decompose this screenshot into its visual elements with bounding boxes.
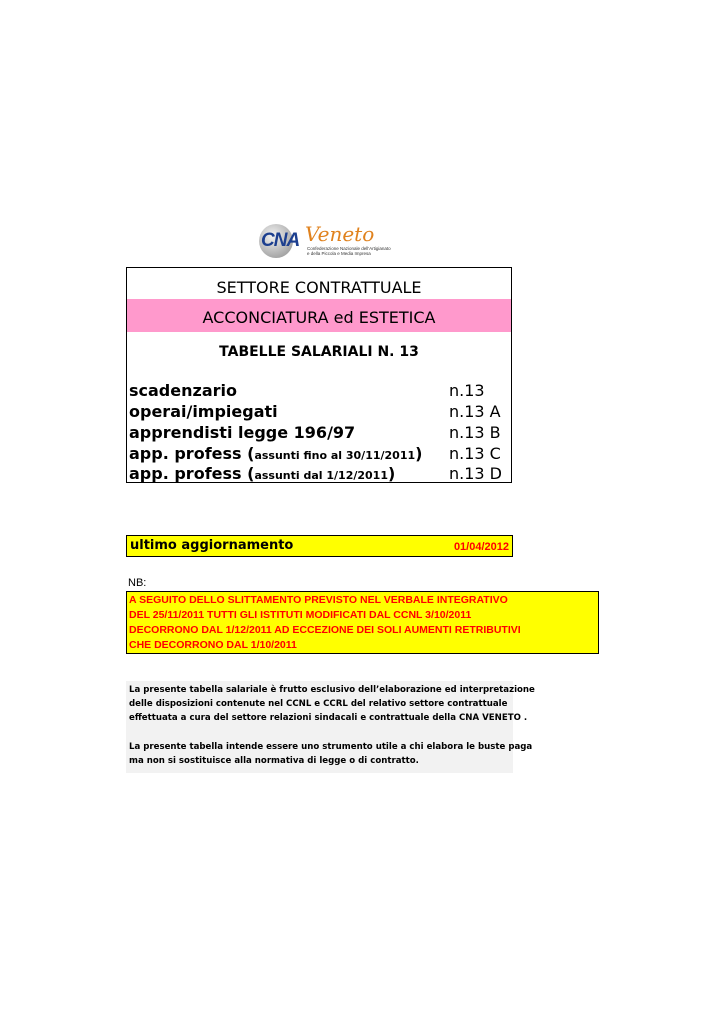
disclaimer-box bbox=[126, 681, 535, 773]
sector-title: ACCONCIATURA ed ESTETICA bbox=[202, 308, 436, 327]
index-code: n.13 B bbox=[449, 423, 501, 442]
index-code: n.13 C bbox=[449, 444, 501, 463]
tables-subtitle: TABELLE SALARIALI N. 13 bbox=[219, 344, 419, 360]
index-code: n.13 bbox=[449, 381, 485, 400]
logo-subtitle: Confederazione Nazionale dell'Artigianato e della Piccola e Media Impresa bbox=[307, 246, 391, 256]
index-row-app-profess-c bbox=[129, 444, 509, 466]
last-update-box bbox=[126, 535, 513, 557]
index-code: n.13 D bbox=[449, 464, 502, 483]
nb-line: DEL 25/11/2011 TUTTI GLI ISTITUTI MODIFICATI DAL CCNL 3/10/2011 bbox=[129, 609, 472, 621]
disclaimer-line: ma non si sostituisce alla normativa di legge o di contratto. bbox=[129, 756, 419, 766]
nb-line: A SEGUITO DELLO SLITTAMENTO PREVISTO NEL VERBALE INTEGRATIVO bbox=[129, 594, 508, 606]
index-row-scadenzario bbox=[129, 381, 509, 403]
index-row-apprendisti bbox=[129, 423, 509, 445]
contract-sector-box bbox=[126, 267, 512, 483]
disclaimer-line: La presente tabella intende essere uno strumento utile a chi elabora le buste paga bbox=[129, 742, 533, 752]
index-label: app. profess (assunti fino al 30/11/2011) bbox=[129, 444, 423, 463]
section-title: SETTORE CONTRATTUALE bbox=[216, 278, 422, 297]
nb-line: DECORRONO DAL 1/12/2011 AD ECCEZIONE DEI SOLI AUMENTI RETRIBUTIVI bbox=[129, 624, 521, 636]
disclaimer-line: effettuata a cura del settore relazioni sindacali e contrattuale della CNA VENETO . bbox=[129, 713, 528, 723]
index-code: n.13 A bbox=[449, 402, 501, 421]
index-label: scadenzario bbox=[129, 381, 237, 400]
logo-brand: CNA bbox=[261, 230, 300, 251]
logo-region: Veneto bbox=[305, 222, 375, 246]
nb-label: NB: bbox=[128, 577, 147, 589]
index-note: assunti fino al 30/11/2011 bbox=[254, 449, 416, 462]
nb-notice-box bbox=[126, 591, 599, 654]
cna-veneto-logo bbox=[259, 222, 389, 260]
nb-line: CHE DECORRONO DAL 1/10/2011 bbox=[129, 639, 297, 651]
index-label: app. profess (assunti dal 1/12/2011) bbox=[129, 464, 396, 483]
index-row-app-profess-d bbox=[129, 464, 509, 486]
index-note: assunti dal 1/12/2011 bbox=[254, 469, 388, 482]
last-update-label: ultimo aggiornamento bbox=[130, 538, 294, 553]
disclaimer-line: La presente tabella salariale è frutto esclusivo dell’elaborazione ed interpretazione bbox=[129, 685, 535, 695]
index-label: apprendisti legge 196/97 bbox=[129, 423, 356, 442]
last-update-date: 01/04/2012 bbox=[453, 541, 509, 553]
index-row-operai bbox=[129, 402, 509, 424]
index-label: operai/impiegati bbox=[129, 402, 278, 421]
disclaimer-line: delle disposizioni contenute nel CCNL e CCRL del relativo settore contrattuale bbox=[129, 699, 508, 709]
